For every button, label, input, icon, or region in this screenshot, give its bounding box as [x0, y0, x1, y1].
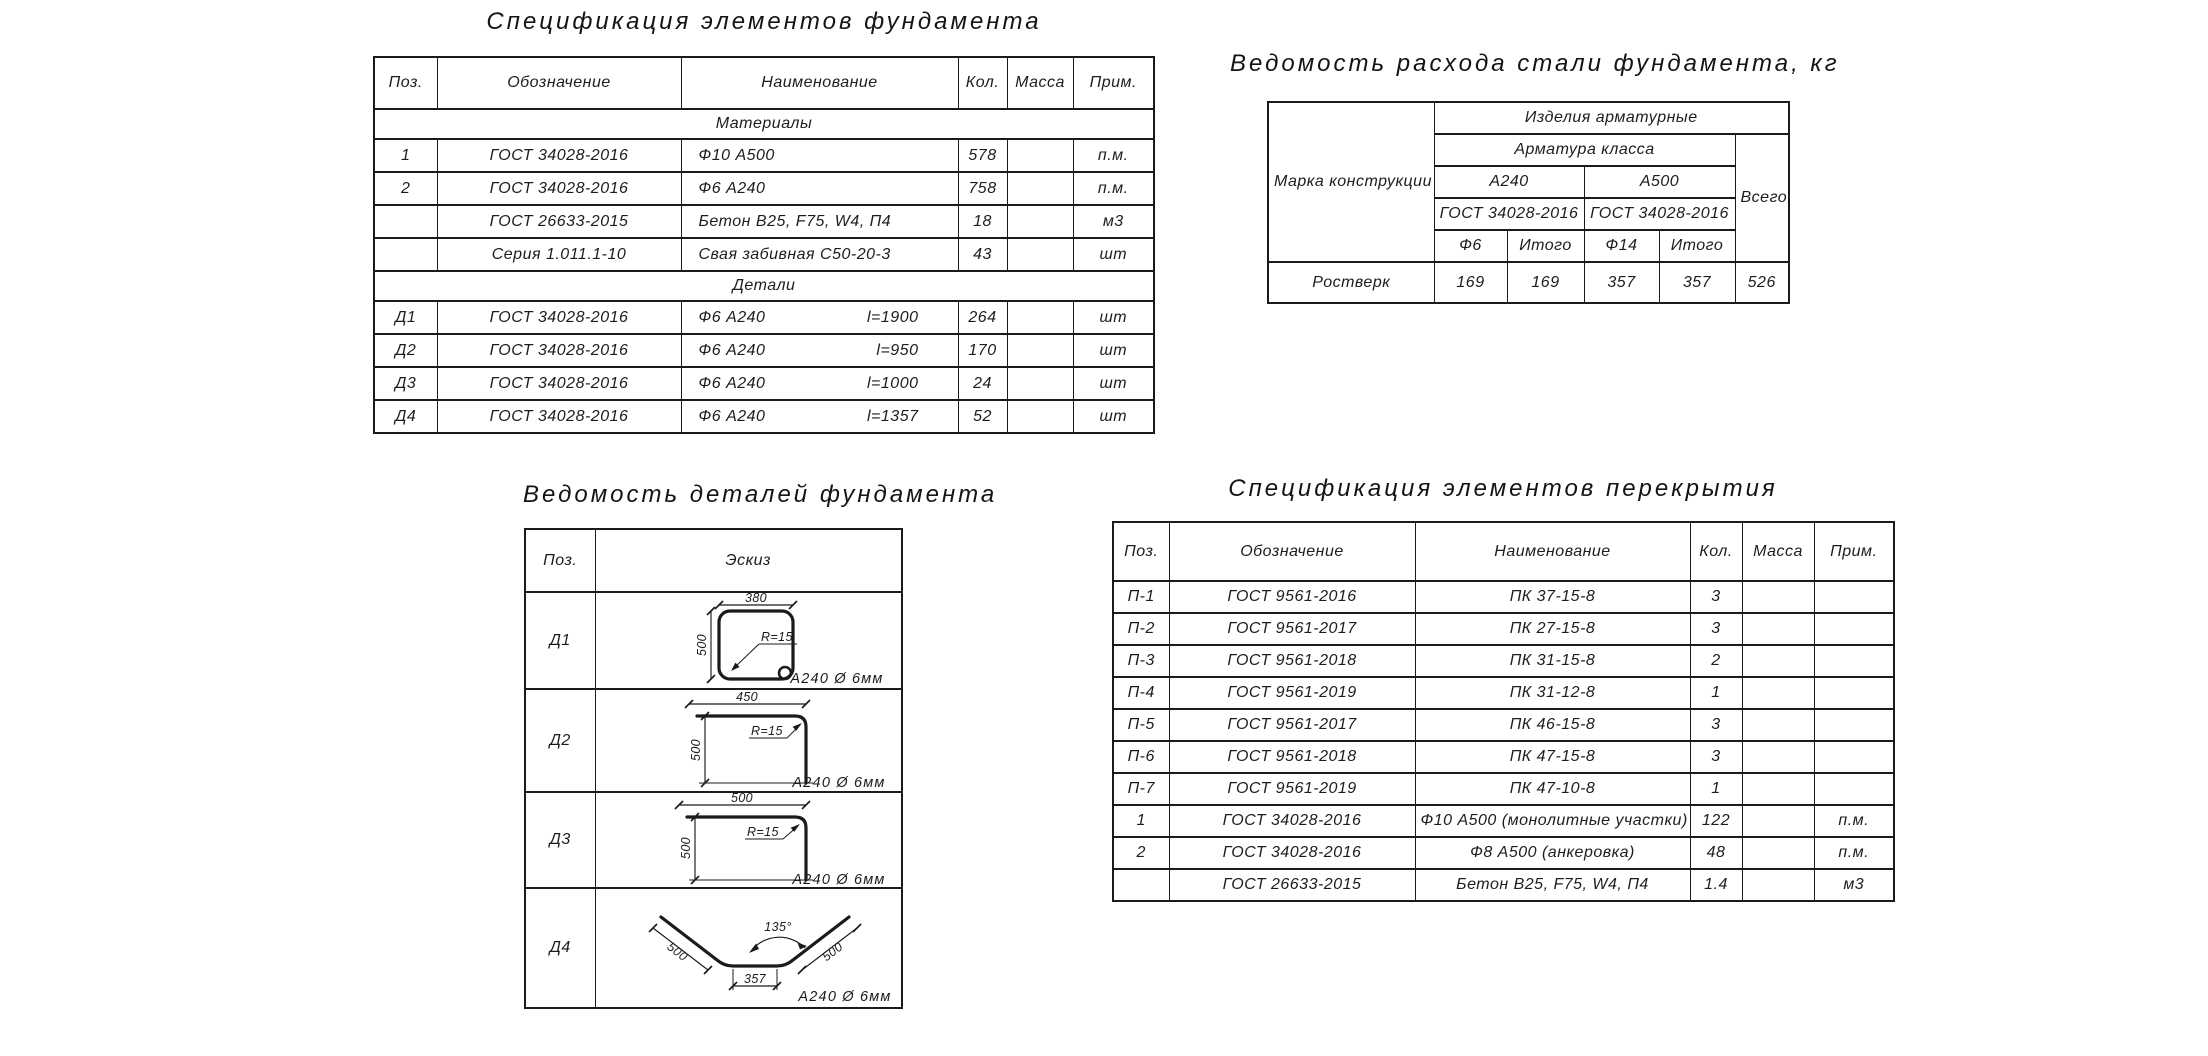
- spec-floor-title: Спецификация элементов перекрытия: [1228, 475, 1778, 502]
- col-header-mark: Марка конструкции: [1268, 102, 1434, 262]
- table-row: [374, 367, 1154, 400]
- cell-name: [681, 400, 958, 433]
- col-header-a240: А240: [1434, 166, 1584, 198]
- col-header-pos: Поз.: [374, 57, 437, 109]
- bar-class-label: А240 Ø 6мм: [789, 671, 884, 687]
- cell-desig: ГОСТ 9561-2018: [1169, 741, 1415, 773]
- cell-sketch: [595, 792, 902, 888]
- cell-pos: Д2: [525, 689, 595, 792]
- d1-stirrup-sketch: [601, 593, 903, 688]
- table-row: [374, 238, 1154, 271]
- cell-desig: ГОСТ 9561-2017: [1169, 709, 1415, 741]
- spec-foundation-table: [373, 56, 1155, 434]
- steel-consumption-table: [1267, 101, 1790, 304]
- cell-sketch: [595, 888, 902, 1008]
- d2-lbar-sketch: [601, 690, 903, 791]
- cell-desig: Серия 1.011.1-10: [437, 238, 681, 271]
- cell-d6: 169: [1434, 262, 1507, 303]
- table-row: [525, 689, 902, 792]
- cell-pos: 1: [1113, 805, 1169, 837]
- col-header-note: Прим.: [1814, 522, 1894, 581]
- col-header-qty: Кол.: [1690, 522, 1742, 581]
- cell-desig: ГОСТ 9561-2019: [1169, 773, 1415, 805]
- table-row: [374, 301, 1154, 334]
- cell-qty: 48: [1690, 837, 1742, 869]
- table-header-row: [525, 529, 902, 592]
- cell-qty: 578: [958, 139, 1007, 172]
- cell-note: п.м.: [1814, 837, 1894, 869]
- bar-class-label: А240 Ø 6мм: [791, 872, 886, 888]
- d1-bar-shape: [719, 611, 793, 679]
- cell-note: [1814, 677, 1894, 709]
- cell-name: ПК 46-15-8: [1415, 709, 1690, 741]
- name-text: Бетон В25, F75, W4, П4: [698, 212, 892, 230]
- cell-qty: 1: [1690, 773, 1742, 805]
- dim-side: 500: [678, 836, 693, 860]
- cell-pos: 2: [1113, 837, 1169, 869]
- d4-bar-shape: [661, 917, 849, 966]
- cell-d14: 357: [1584, 262, 1659, 303]
- cell-qty: 3: [1690, 741, 1742, 773]
- cell-qty: 758: [958, 172, 1007, 205]
- cell-note: м3: [1814, 869, 1894, 901]
- section-row: [374, 109, 1154, 139]
- cell-name: Бетон В25, F75, W4, П4: [1415, 869, 1690, 901]
- col-header-d6: Ф6: [1434, 230, 1507, 262]
- cell-sketch: [595, 689, 902, 792]
- cell-mark: Ростверк: [1268, 262, 1434, 303]
- cell-mass: [1007, 238, 1073, 271]
- radius-label: R=15: [750, 724, 783, 738]
- cell-name: [681, 334, 958, 367]
- cell-name: [681, 238, 958, 271]
- cell-desig: ГОСТ 9561-2018: [1169, 645, 1415, 677]
- cell-mass: [1742, 677, 1814, 709]
- cell-desig: ГОСТ 34028-2016: [1169, 837, 1415, 869]
- cell-name: [681, 301, 958, 334]
- table-header-row: [374, 57, 1154, 109]
- cell-pos: [1113, 869, 1169, 901]
- cell-note: шт: [1073, 334, 1154, 367]
- cell-qty: 170: [958, 334, 1007, 367]
- col-header-pos: Поз.: [525, 529, 595, 592]
- dim-top: 450: [735, 690, 758, 704]
- cell-note: [1814, 581, 1894, 613]
- cell-note: п.м.: [1073, 139, 1154, 172]
- cell-qty: 24: [958, 367, 1007, 400]
- cell-mass: [1007, 301, 1073, 334]
- table-row: [1113, 645, 1894, 677]
- bar-class-label: А240 Ø 6мм: [797, 989, 892, 1005]
- cell-qty: 3: [1690, 581, 1742, 613]
- cell-desig: ГОСТ 34028-2016: [437, 172, 681, 205]
- details-table: [524, 528, 903, 1009]
- cell-desig: ГОСТ 34028-2016: [437, 400, 681, 433]
- table-row: [525, 792, 902, 888]
- cell-pos: П-5: [1113, 709, 1169, 741]
- cell-mass: [1007, 172, 1073, 205]
- col-header-name: Наименование: [681, 57, 958, 109]
- cell-note: шт: [1073, 367, 1154, 400]
- cell-desig: ГОСТ 34028-2016: [437, 334, 681, 367]
- angle-label: 135°: [763, 920, 792, 934]
- table-row: [525, 592, 902, 689]
- dim-left: 500: [663, 939, 690, 965]
- cell-pos: Д2: [374, 334, 437, 367]
- name-text: Ф6 А240: [698, 179, 766, 197]
- table-row: [374, 205, 1154, 238]
- table-row: [374, 334, 1154, 367]
- table-row: [374, 400, 1154, 433]
- col-header-desig: Обозначение: [437, 57, 681, 109]
- d3-dimensions: [675, 792, 813, 884]
- steel-table-title: Ведомость расхода стали фундамента, кг: [1230, 50, 1840, 77]
- col-header-gost-a500: ГОСТ 34028-2016: [1584, 198, 1735, 230]
- cell-pos: П-1: [1113, 581, 1169, 613]
- name-text: Ф6 А240: [698, 308, 766, 326]
- radius-label: R=15: [760, 630, 793, 644]
- cell-pos: П-3: [1113, 645, 1169, 677]
- table-row: [1113, 741, 1894, 773]
- col-header-mass: Масса: [1742, 522, 1814, 581]
- cell-desig: ГОСТ 34028-2016: [437, 301, 681, 334]
- table-row: [1113, 869, 1894, 901]
- cell-qty: 3: [1690, 709, 1742, 741]
- cell-note: м3: [1073, 205, 1154, 238]
- length-text: l=950: [876, 341, 919, 359]
- d2-dimensions: [685, 690, 813, 787]
- cell-qty: 122: [1690, 805, 1742, 837]
- name-text: Ф6 А240: [698, 374, 766, 392]
- col-header-d14: Ф14: [1584, 230, 1659, 262]
- col-header-note: Прим.: [1073, 57, 1154, 109]
- cell-mass: [1742, 741, 1814, 773]
- table-row: [1113, 613, 1894, 645]
- cell-total-a240: 169: [1507, 262, 1584, 303]
- cell-pos: П-6: [1113, 741, 1169, 773]
- cell-name: [681, 367, 958, 400]
- dim-top: 500: [730, 792, 753, 805]
- table-row: [1268, 262, 1789, 303]
- name-text: Ф6 А240: [698, 341, 766, 359]
- cell-pos: Д1: [525, 592, 595, 689]
- cell-note: шт: [1073, 238, 1154, 271]
- cell-mass: [1007, 205, 1073, 238]
- cell-pos: 2: [374, 172, 437, 205]
- table-row: [525, 888, 902, 1008]
- cell-desig: ГОСТ 34028-2016: [1169, 805, 1415, 837]
- cell-desig: ГОСТ 26633-2015: [437, 205, 681, 238]
- cell-name: ПК 37-15-8: [1415, 581, 1690, 613]
- length-text: l=1357: [867, 407, 919, 425]
- cell-pos: [374, 238, 437, 271]
- dim-side: 500: [688, 738, 703, 762]
- cell-qty: 1: [1690, 677, 1742, 709]
- cell-desig: ГОСТ 9561-2016: [1169, 581, 1415, 613]
- col-header-sketch: Эскиз: [595, 529, 902, 592]
- cell-pos: Д4: [525, 888, 595, 1008]
- col-header-itogo-a500: Итого: [1659, 230, 1735, 262]
- table-row: [1113, 837, 1894, 869]
- cell-mass: [1742, 805, 1814, 837]
- cell-qty: 264: [958, 301, 1007, 334]
- table-row: [374, 139, 1154, 172]
- table-row: [1113, 805, 1894, 837]
- name-text: Ф6 А240: [698, 407, 766, 425]
- col-header-products: Изделия арматурные: [1434, 102, 1789, 134]
- details-table-title: Ведомость деталей фундамента: [523, 481, 998, 508]
- length-text: l=1900: [867, 308, 919, 326]
- cell-pos: 1: [374, 139, 437, 172]
- cell-desig: ГОСТ 9561-2017: [1169, 613, 1415, 645]
- spec-floor-table: [1112, 521, 1895, 902]
- cell-note: шт: [1073, 301, 1154, 334]
- col-header-total: Всего: [1735, 134, 1789, 262]
- table-row: [374, 172, 1154, 205]
- cell-sketch: [595, 592, 902, 689]
- cell-pos: П-2: [1113, 613, 1169, 645]
- cell-name: ПК 27-15-8: [1415, 613, 1690, 645]
- cell-qty: 1.4: [1690, 869, 1742, 901]
- cell-desig: ГОСТ 34028-2016: [437, 139, 681, 172]
- col-header-qty: Кол.: [958, 57, 1007, 109]
- cell-mass: [1742, 581, 1814, 613]
- cell-mass: [1007, 367, 1073, 400]
- cell-mass: [1007, 400, 1073, 433]
- cell-name: Ф10 А500 (монолитные участки): [1415, 805, 1690, 837]
- dim-right: 500: [819, 939, 846, 965]
- col-header-class: Арматура класса: [1434, 134, 1735, 166]
- cell-note: [1814, 613, 1894, 645]
- cell-note: шт: [1073, 400, 1154, 433]
- cell-qty: 2: [1690, 645, 1742, 677]
- radius-label: R=15: [746, 825, 779, 839]
- table-row: [1113, 677, 1894, 709]
- bar-class-label: А240 Ø 6мм: [791, 775, 886, 791]
- spec-foundation-title: Спецификация элементов фундамента: [486, 8, 1042, 35]
- cell-note: [1814, 709, 1894, 741]
- cell-pos: П-7: [1113, 773, 1169, 805]
- cell-mass: [1742, 613, 1814, 645]
- section-label-details: Детали: [374, 271, 1154, 301]
- dim-side: 500: [694, 633, 709, 657]
- table-row: [1113, 581, 1894, 613]
- cell-pos: [374, 205, 437, 238]
- col-header-itogo-a240: Итого: [1507, 230, 1584, 262]
- d3-lbar-sketch: [601, 793, 903, 887]
- cell-name: ПК 31-15-8: [1415, 645, 1690, 677]
- cell-qty: 18: [958, 205, 1007, 238]
- cell-qty: 43: [958, 238, 1007, 271]
- cell-total: 526: [1735, 262, 1789, 303]
- cell-desig: ГОСТ 26633-2015: [1169, 869, 1415, 901]
- cell-mass: [1742, 709, 1814, 741]
- name-text: Ф10 А500: [698, 146, 775, 164]
- cell-mass: [1007, 334, 1073, 367]
- col-header-a500: А500: [1584, 166, 1735, 198]
- cell-name: [681, 172, 958, 205]
- cell-name: ПК 31-12-8: [1415, 677, 1690, 709]
- cell-note: [1814, 741, 1894, 773]
- table-header-row: [1268, 102, 1789, 134]
- cell-pos: П-4: [1113, 677, 1169, 709]
- table-row: [1113, 709, 1894, 741]
- length-text: l=1000: [867, 374, 919, 392]
- cell-name: [681, 139, 958, 172]
- col-header-gost-a240: ГОСТ 34028-2016: [1434, 198, 1584, 230]
- cell-pos: Д1: [374, 301, 437, 334]
- col-header-mass: Масса: [1007, 57, 1073, 109]
- cell-mass: [1742, 645, 1814, 677]
- d4-bent-bar-sketch: [601, 889, 903, 1007]
- cell-pos: Д3: [374, 367, 437, 400]
- dim-top: 380: [744, 592, 767, 605]
- section-label-materials: Материалы: [374, 109, 1154, 139]
- col-header-desig: Обозначение: [1169, 522, 1415, 581]
- cell-name: ПК 47-10-8: [1415, 773, 1690, 805]
- col-header-pos: Поз.: [1113, 522, 1169, 581]
- cell-note: п.м.: [1073, 172, 1154, 205]
- cell-mass: [1742, 869, 1814, 901]
- cell-note: п.м.: [1814, 805, 1894, 837]
- cell-total-a500: 357: [1659, 262, 1735, 303]
- cell-mass: [1742, 837, 1814, 869]
- cell-mass: [1007, 139, 1073, 172]
- cell-name: ПК 47-15-8: [1415, 741, 1690, 773]
- cell-name: [681, 205, 958, 238]
- table-row: [1113, 773, 1894, 805]
- name-text: Свая забивная С50-20-3: [698, 245, 891, 263]
- cell-mass: [1742, 773, 1814, 805]
- cell-name: Ф8 А500 (анкеровка): [1415, 837, 1690, 869]
- cell-pos: Д4: [374, 400, 437, 433]
- cell-qty: 52: [958, 400, 1007, 433]
- cell-desig: ГОСТ 9561-2019: [1169, 677, 1415, 709]
- col-header-name: Наименование: [1415, 522, 1690, 581]
- cell-note: [1814, 773, 1894, 805]
- cell-qty: 3: [1690, 613, 1742, 645]
- cell-desig: ГОСТ 34028-2016: [437, 367, 681, 400]
- cell-pos: Д3: [525, 792, 595, 888]
- section-row: [374, 271, 1154, 301]
- cell-note: [1814, 645, 1894, 677]
- table-header-row: [1113, 522, 1894, 581]
- dim-bottom: 357: [743, 972, 766, 986]
